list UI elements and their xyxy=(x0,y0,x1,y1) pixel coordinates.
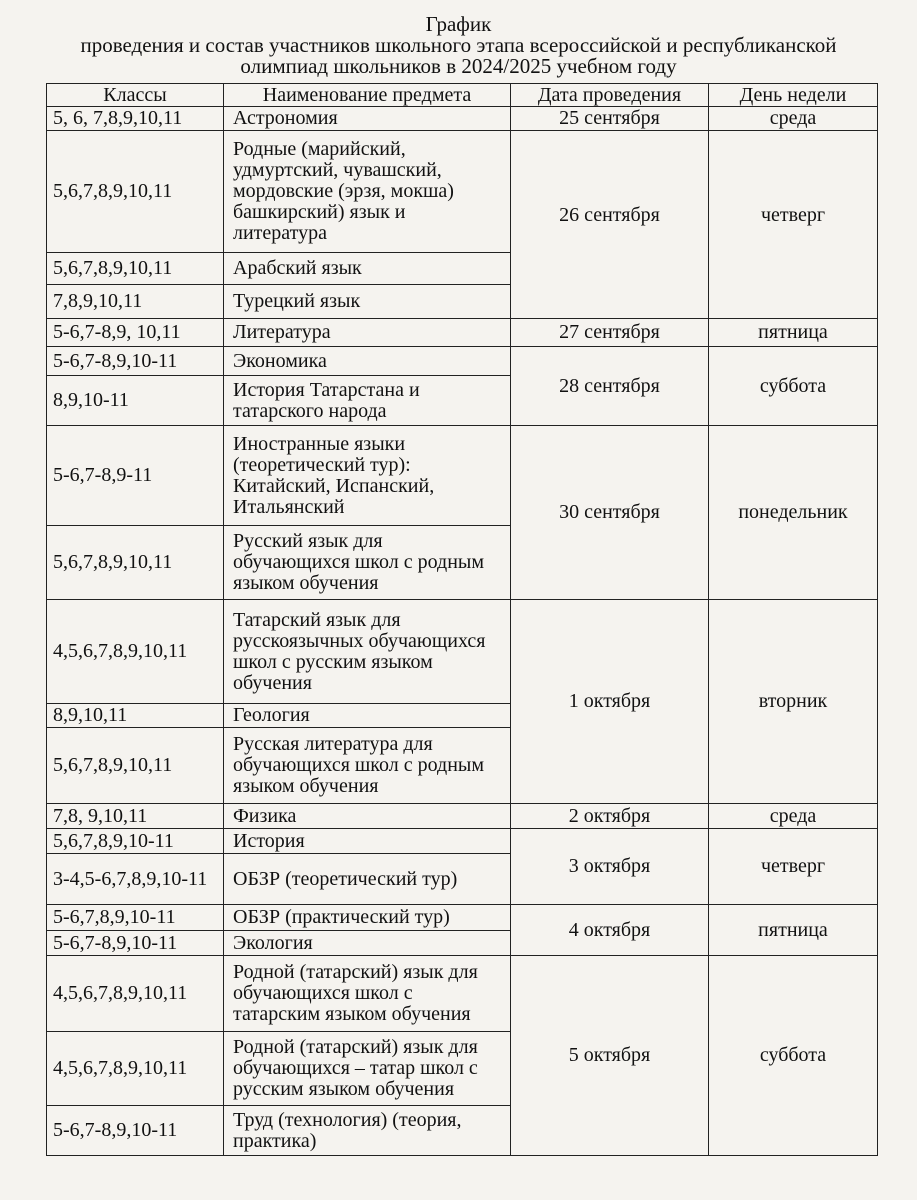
table-row xyxy=(47,426,878,526)
classes-cell: 5-6,7-8,9,10-11 xyxy=(47,931,224,956)
title-line-2: проведения и состав участников школьного этапа всероссийской и республиканской xyxy=(80,33,837,57)
title-line-3: олимпиад школьников в 2024/2025 учебном году xyxy=(240,54,677,78)
header-date: Дата проведения xyxy=(511,84,709,107)
subject-cell: Родной (татарский) язык для обучающихся школ с татарским языком обучения xyxy=(224,956,511,1032)
header-classes: Классы xyxy=(47,84,224,107)
classes-cell: 5,6,7,8,9,10,11 xyxy=(47,253,224,285)
subject-cell: Труд (технология) (теория, практика) xyxy=(224,1106,511,1156)
header-weekday: День недели xyxy=(709,84,878,107)
date-cell: 2 октября xyxy=(511,804,709,829)
classes-cell: 5-6,7-8,9, 10,11 xyxy=(47,319,224,347)
subject-cell: ОБЗР (практический тур) xyxy=(224,905,511,931)
date-cell: 27 сентября xyxy=(511,319,709,347)
classes-cell: 5,6,7,8,9,10,11 xyxy=(47,728,224,804)
subject-cell: Экология xyxy=(224,931,511,956)
weekday-cell: понедельник xyxy=(709,426,878,600)
date-cell: 5 октября xyxy=(511,956,709,1156)
subject-cell: Родные (марийский, удмуртский, чувашский, мордовские (эрзя, мокша) башкирский) язык и литература xyxy=(224,131,511,253)
weekday-cell: пятница xyxy=(709,319,878,347)
table-row xyxy=(47,131,878,253)
weekday-cell: пятница xyxy=(709,905,878,956)
date-cell: 25 сентября xyxy=(511,107,709,131)
table-row xyxy=(47,905,878,931)
date-cell: 26 сентября xyxy=(511,131,709,319)
date-cell: 30 сентября xyxy=(511,426,709,600)
date-cell: 28 сентября xyxy=(511,347,709,426)
subject-cell: ОБЗР (теоретический тур) xyxy=(224,854,511,905)
date-cell: 4 октября xyxy=(511,905,709,956)
classes-cell: 5-6,7-8,9,10-11 xyxy=(47,1106,224,1156)
document-title xyxy=(0,14,917,77)
classes-cell: 7,8, 9,10,11 xyxy=(47,804,224,829)
weekday-cell: среда xyxy=(709,107,878,131)
subject-cell: Астрономия xyxy=(224,107,511,131)
subject-cell: Турецкий язык xyxy=(224,285,511,319)
subject-cell: Физика xyxy=(224,804,511,829)
date-cell: 1 октября xyxy=(511,600,709,804)
subject-cell: Арабский язык xyxy=(224,253,511,285)
weekday-cell: суббота xyxy=(709,347,878,426)
weekday-cell: четверг xyxy=(709,131,878,319)
weekday-cell: четверг xyxy=(709,829,878,905)
table-row xyxy=(47,804,878,829)
header-subject: Наименование предмета xyxy=(224,84,511,107)
classes-cell: 4,5,6,7,8,9,10,11 xyxy=(47,956,224,1032)
weekday-cell: суббота xyxy=(709,956,878,1156)
classes-cell: 8,9,10,11 xyxy=(47,704,224,728)
subject-cell: Литература xyxy=(224,319,511,347)
classes-cell: 5-6,7-8,9,10-11 xyxy=(47,347,224,376)
subject-cell: Экономика xyxy=(224,347,511,376)
subject-cell: Татарский язык для русскоязычных обучающихся школ с русским языком обучения xyxy=(224,600,511,704)
subject-cell: Родной (татарский) язык для обучающихся – татар школ с русским языком обучения xyxy=(224,1032,511,1106)
subject-cell: Иностранные языки (теоретический тур): Китайский, Испанский, Итальянский xyxy=(224,426,511,526)
weekday-cell: вторник xyxy=(709,600,878,804)
date-cell: 3 октября xyxy=(511,829,709,905)
subject-cell: Геология xyxy=(224,704,511,728)
table-row xyxy=(47,347,878,376)
classes-cell: 5, 6, 7,8,9,10,11 xyxy=(47,107,224,131)
table-row xyxy=(47,829,878,854)
classes-cell: 5,6,7,8,9,10-11 xyxy=(47,829,224,854)
olympiad-schedule-table xyxy=(46,83,878,1156)
weekday-cell: среда xyxy=(709,804,878,829)
subject-cell: История xyxy=(224,829,511,854)
subject-cell: Русский язык для обучающихся школ с родным языком обучения xyxy=(224,526,511,600)
table-row xyxy=(47,600,878,704)
classes-cell: 5-6,7,8,9,10-11 xyxy=(47,905,224,931)
table-row xyxy=(47,956,878,1032)
classes-cell: 5,6,7,8,9,10,11 xyxy=(47,131,224,253)
table-row xyxy=(47,107,878,131)
table-row xyxy=(47,319,878,347)
classes-cell: 8,9,10-11 xyxy=(47,376,224,426)
classes-cell: 7,8,9,10,11 xyxy=(47,285,224,319)
classes-cell: 4,5,6,7,8,9,10,11 xyxy=(47,600,224,704)
classes-cell: 4,5,6,7,8,9,10,11 xyxy=(47,1032,224,1106)
subject-cell: Русская литература для обучающихся школ с родным языком обучения xyxy=(224,728,511,804)
classes-cell: 3-4,5-6,7,8,9,10-11 xyxy=(47,854,224,905)
classes-cell: 5-6,7-8,9-11 xyxy=(47,426,224,526)
classes-cell: 5,6,7,8,9,10,11 xyxy=(47,526,224,600)
title-line-1: График xyxy=(425,12,492,36)
subject-cell: История Татарстана и татарского народа xyxy=(224,376,511,426)
header-row xyxy=(47,84,878,107)
